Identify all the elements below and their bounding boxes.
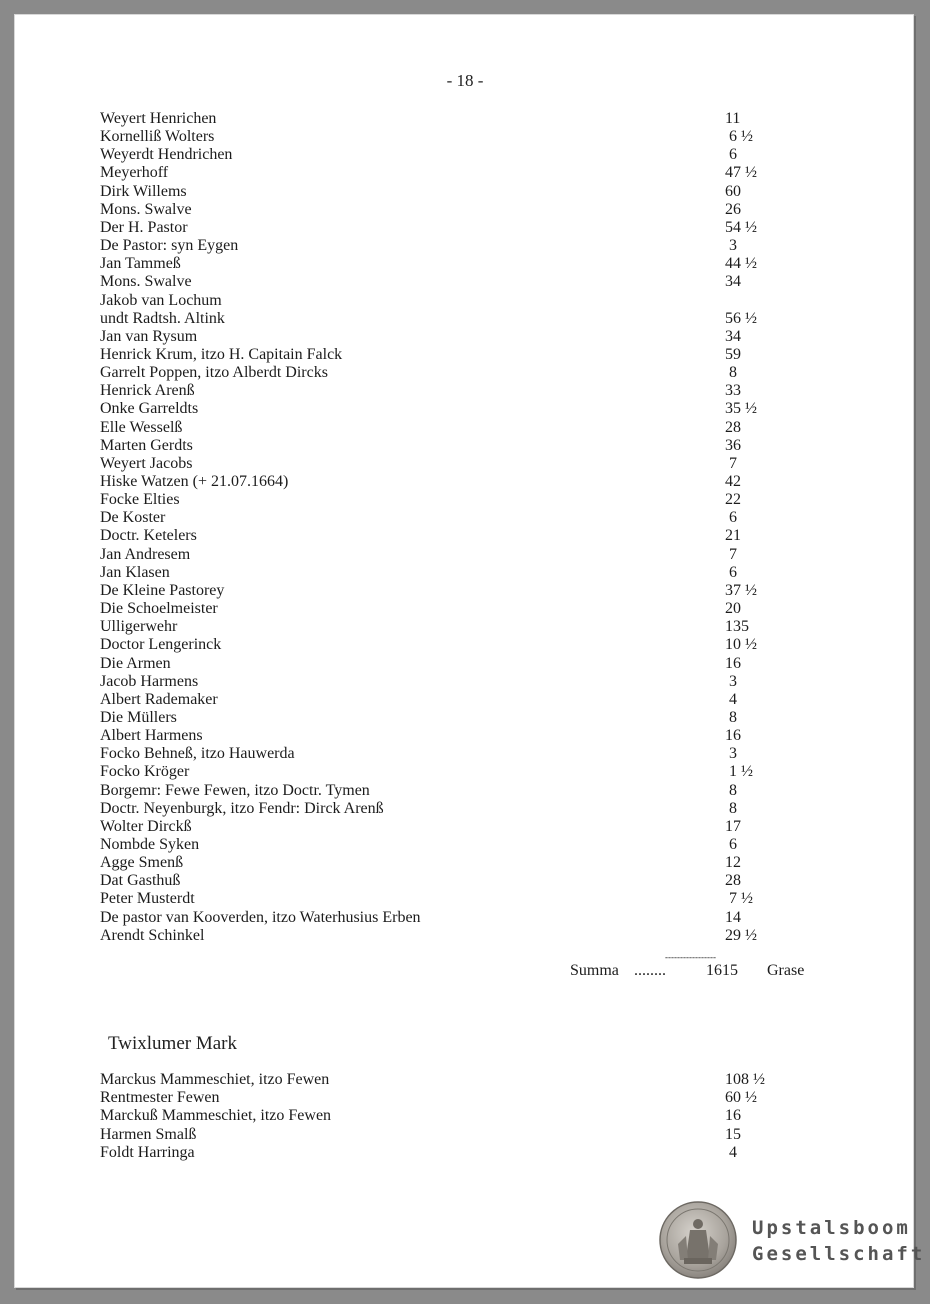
entry-value: 20 [725, 600, 741, 618]
summa-dots: ........ [634, 962, 666, 979]
entry-value: 60 ½ [725, 1089, 757, 1107]
entry-name: Jan van Rysum [100, 327, 198, 345]
entry-value: 26 [725, 200, 741, 218]
entry-value: 3 [725, 672, 737, 690]
entry-value: 1 ½ [725, 763, 753, 781]
entry-name: Foldt Harringa [100, 1143, 195, 1161]
entry-name: Peter Musterdt [100, 890, 195, 908]
entry-name: Die Müllers [100, 708, 177, 726]
entry-name: De Kleine Pastorey [100, 581, 225, 599]
entry-name: Focke Elties [100, 491, 180, 509]
entry-name: Mons. Swalve [100, 200, 192, 218]
entry-name: Albert Harmens [100, 727, 203, 745]
entry-name: Jan Andresem [100, 545, 191, 563]
entry-name: Der H. Pastor [100, 218, 188, 236]
entry-value: 8 [725, 781, 737, 799]
summa-label: Summa [570, 962, 619, 979]
section-heading: Twixlumer Mark [108, 1033, 238, 1054]
entry-value: 54 ½ [725, 218, 757, 236]
entry-name: Meyerhoff [100, 164, 169, 182]
entry-value: 59 [725, 345, 741, 363]
entry-value: 12 [725, 854, 741, 872]
entry-name: Die Armen [100, 654, 171, 672]
entry-name: Focko Kröger [100, 763, 190, 781]
entry-name: Marten Gerdts [100, 436, 193, 454]
watermark-line-1: Upstalsboom [752, 1217, 911, 1239]
entry-value: 37 ½ [725, 581, 757, 599]
entry-name: Borgemr: Fewe Fewen, itzo Doctr. Tymen [100, 781, 370, 799]
entry-name: Wolter Dirckß [100, 817, 192, 835]
entry-value: 34 [725, 327, 741, 345]
seal-logo [658, 1200, 738, 1280]
entry-value: 8 [725, 799, 737, 817]
entry-value: 11 [725, 110, 741, 127]
entry-name: Marckuß Mammeschiet, itzo Fewen [100, 1107, 332, 1125]
entry-value: 16 [725, 1107, 741, 1125]
entry-value: 3 [725, 745, 737, 763]
entry-name: Albert Rademaker [100, 690, 218, 708]
entry-value: 35 ½ [725, 400, 757, 418]
entry-value: 7 [725, 454, 737, 472]
entry-value: 29 ½ [725, 926, 757, 944]
entry-name: Onke Garreldts [100, 400, 199, 418]
summa-unit: Grase [767, 962, 805, 979]
entry-value: 10 ½ [725, 636, 757, 654]
entry-value: 42 [725, 473, 741, 490]
entry-value: 56 ½ [725, 309, 757, 327]
entry-value: 6 [725, 563, 737, 581]
entry-name: Die Schoelmeister [100, 600, 218, 618]
entry-value: 36 [725, 436, 741, 454]
entry-name: undt Radtsh. Altink [100, 309, 225, 327]
entry-name: Agge Smenß [100, 854, 184, 872]
entry-value: 4 [725, 1143, 737, 1161]
entry-value: 135 [725, 618, 749, 636]
entry-value: 6 [725, 509, 737, 527]
entry-value: 6 [725, 836, 737, 853]
entry-name: Weyerdt Hendrichen [100, 146, 233, 164]
entry-value: 4 [725, 690, 737, 708]
entry-value: 8 [725, 364, 737, 382]
entry-name: De Koster [100, 509, 166, 527]
entry-value: 3 [725, 237, 737, 255]
sum-divider: ----------------- [665, 952, 716, 962]
entry-name: Mons. Swalve [100, 273, 192, 291]
watermark-line-2: Gesellschaft [752, 1243, 926, 1265]
entry-name: Dirk Willems [100, 182, 187, 200]
entry-value: 15 [725, 1125, 741, 1143]
entry-value: 47 ½ [725, 164, 757, 182]
page-number: - 18 - [446, 71, 484, 90]
entry-name: Jan Tammeß [100, 255, 181, 273]
entry-name: Hiske Watzen (+ 21.07.1664) [100, 473, 289, 490]
entry-name: Doctr. Neyenburgk, itzo Fendr: Dirck Arenß [100, 799, 384, 817]
entry-value: 44 ½ [725, 255, 757, 273]
entry-name: Rentmester Fewen [100, 1089, 220, 1107]
entry-value: 22 [725, 491, 741, 509]
entry-value: 8 [725, 708, 737, 726]
entry-name: Doctor Lengerinck [100, 636, 222, 654]
entry-value: 28 [725, 418, 741, 436]
entry-name: Doctr. Ketelers [100, 527, 197, 545]
entry-name: Jakob van Lochum [100, 291, 222, 309]
entry-name: Garrelt Poppen, itzo Alberdt Dircks [100, 364, 328, 382]
entry-value: 14 [725, 908, 741, 926]
entry-name: Harmen Smalß [100, 1125, 197, 1143]
summa-value: 1615 [706, 962, 738, 979]
entry-name: De pastor van Kooverden, itzo Waterhusius Erben [100, 908, 421, 926]
entry-value: 108 ½ [725, 1071, 765, 1088]
entry-name: Jan Klasen [100, 563, 170, 581]
entry-value: 6 ½ [725, 128, 753, 146]
entry-value: 16 [725, 727, 741, 745]
entry-value: 34 [725, 273, 741, 291]
entry-name: Focko Behneß, itzo Hauwerda [100, 745, 295, 763]
entry-name: Henrick Arenß [100, 382, 195, 400]
entry-value: 33 [725, 382, 741, 400]
entry-name: Marckus Mammeschiet, itzo Fewen [100, 1071, 330, 1088]
entry-name: Dat Gasthuß [100, 872, 181, 890]
entry-name: Jacob Harmens [100, 672, 199, 690]
entry-name: Ulligerwehr [100, 618, 178, 636]
entry-name: Elle Wesselß [100, 418, 183, 436]
entry-value: 21 [725, 527, 741, 545]
entry-value: 28 [725, 872, 741, 890]
entry-name: Kornelliß Wolters [100, 128, 215, 146]
entry-value: 60 [725, 182, 741, 200]
entry-value: 17 [725, 817, 741, 835]
entry-name: De Pastor: syn Eygen [100, 237, 239, 255]
entry-value: 16 [725, 654, 741, 672]
entry-value: 6 [725, 146, 737, 164]
entry-name: Weyert Jacobs [100, 454, 193, 472]
entry-name: Nombde Syken [100, 836, 200, 853]
entry-name: Henrick Krum, itzo H. Capitain Falck [100, 345, 343, 363]
entry-name: Weyert Henrichen [100, 110, 217, 127]
entry-value: 7 ½ [725, 890, 753, 908]
entry-name: Arendt Schinkel [100, 926, 205, 944]
entry-value: 7 [725, 545, 737, 563]
